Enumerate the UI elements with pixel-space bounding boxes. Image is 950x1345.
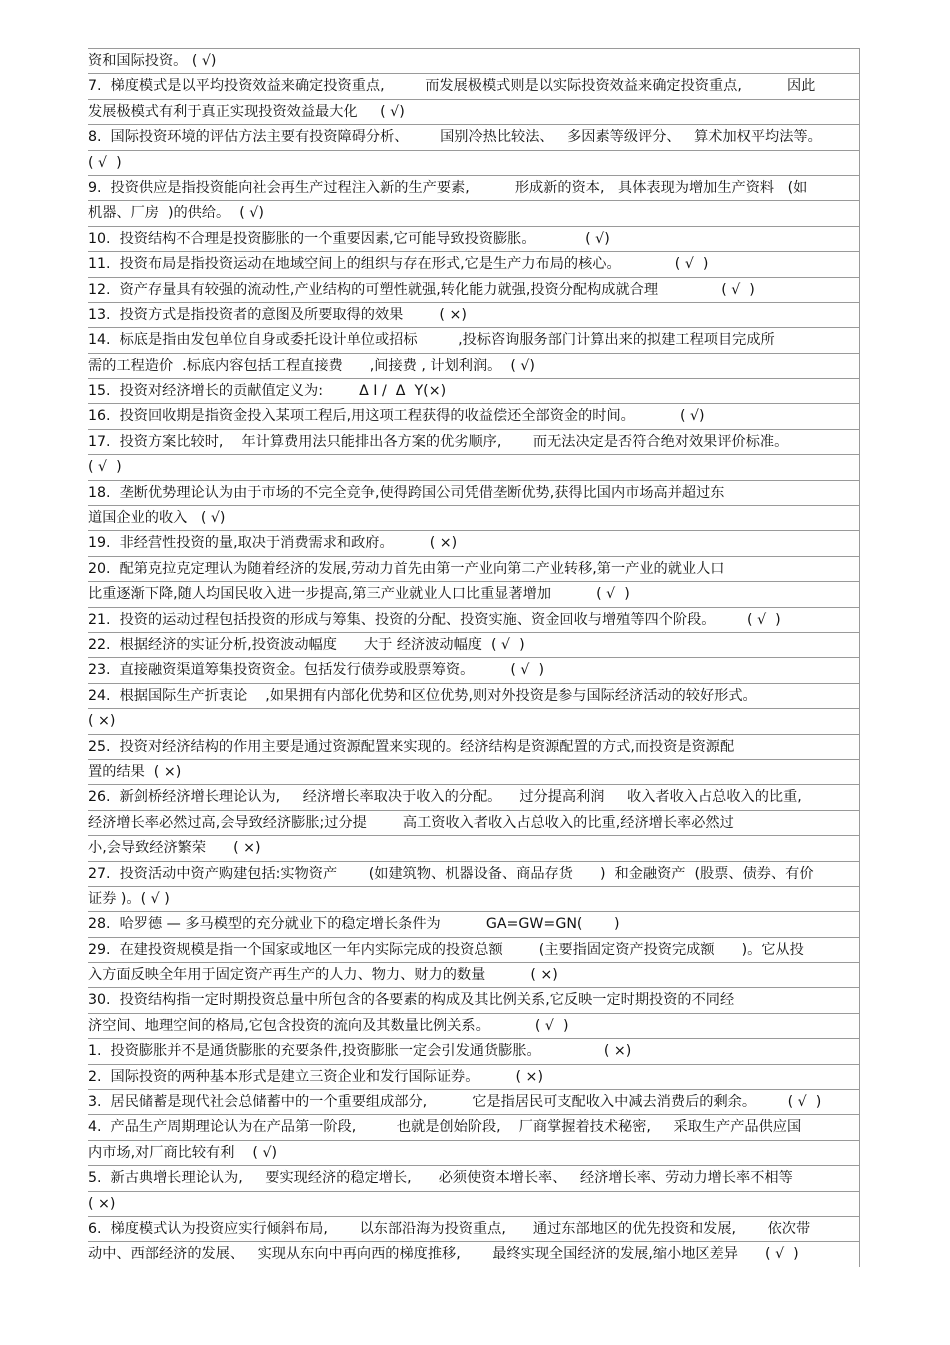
text-line: 需的工程造价 .标底内容包括工程直接费 ,间接费 , 计划利润。 ( √): [88, 353, 860, 378]
text-line: 20. 配第克拉克定理认为随着经济的发展,劳动力首先由第一产业向第二产业转移,第一产业的就业人口: [88, 556, 860, 581]
text-line: 28. 哈罗德 — 多马模型的充分就业下的稳定增长条件为 GA=GW=GN( ): [88, 911, 860, 936]
text-line: 9. 投资供应是指投资能向社会再生产过程注入新的生产要素, 形成新的资本, 具体表现为增加生产资料 (如: [88, 175, 860, 200]
text-line: 23. 直接融资渠道筹集投资资金。包括发行债券或股票筹资。 ( √ ): [88, 657, 860, 682]
text-line: 30. 投资结构指一定时期投资总量中所包含的各要素的构成及其比例关系,它反映一定时期投资的不同经: [88, 987, 860, 1012]
text-line: 6. 梯度模式认为投资应实行倾斜布局, 以东部沿海为投资重点, 通过东部地区的优先投资和发展, 依次带: [88, 1216, 860, 1241]
text-line: 19. 非经营性投资的量,取决于消费需求和政府。 ( ×): [88, 530, 860, 555]
text-line: 13. 投资方式是指投资者的意图及所要取得的效果 ( ×): [88, 302, 860, 327]
text-line: 17. 投资方案比较时, 年计算费用法只能排出各方案的优劣顺序, 而无法决定是否符合绝对效果评价标准。: [88, 429, 860, 454]
text-line: 1. 投资膨胀并不是通货膨胀的充要条件,投资膨胀一定会引发通货膨胀。 ( ×): [88, 1038, 860, 1063]
text-line: 10. 投资结构不合理是投资膨胀的一个重要因素,它可能导致投资膨胀。 ( √): [88, 226, 860, 251]
text-line: 16. 投资回收期是指资金投入某项工程后,用这项工程获得的收益偿还全部资金的时间。 ( √): [88, 403, 860, 428]
text-line: 2. 国际投资的两种基本形式是建立三资企业和发行国际证券。 ( ×): [88, 1064, 860, 1089]
text-line: 发展极模式有利于真正实现投资效益最大化 ( √): [88, 99, 860, 124]
text-line: 24. 根据国际生产折衷论 ,如果拥有内部化优势和区位优势,则对外投资是参与国际经济活动的较好形式。: [88, 683, 860, 708]
text-line: 4. 产品生产周期理论认为在产品第一阶段, 也就是创始阶段, 厂商掌握着技术秘密, 采取生产产品供应国: [88, 1114, 860, 1139]
text-line: ( √ ): [88, 150, 860, 175]
text-line: 26. 新剑桥经济增长理论认为, 经济增长率取决于收入的分配。 过分提高利润 收入者收入占总收入的比重,: [88, 784, 860, 809]
text-line: 动中、西部经济的发展、 实现从东向中再向西的梯度推移, 最终实现全国经济的发展,缩小地区差异 ( √ ): [88, 1241, 860, 1266]
text-line: 25. 投资对经济结构的作用主要是通过资源配置来实现的。经济结构是资源配置的方式,而投资是资源配: [88, 734, 860, 759]
text-line: 资和国际投资。 ( √): [88, 48, 860, 73]
text-line: 5. 新古典增长理论认为, 要实现经济的稳定增长, 必须使资本增长率、 经济增长率、劳动力增长率不相等: [88, 1165, 860, 1190]
text-line: 22. 根据经济的实证分析,投资波动幅度 大于 经济波动幅度 ( √ ): [88, 632, 860, 657]
text-line: 3. 居民储蓄是现代社会总储蓄中的一个重要组成部分, 它是指居民可支配收入中减去消费后的剩余。 ( √ ): [88, 1089, 860, 1114]
text-line: 证券 )。( √ ): [88, 886, 860, 911]
document-page: [88, 48, 860, 1267]
text-line: ( ×): [88, 1191, 860, 1216]
text-line: 比重逐渐下降,随人均国民收入进一步提高,第三产业就业人口比重显著增加 ( √ ): [88, 581, 860, 606]
text-line: 机器、厂房 )的供给。 ( √): [88, 200, 860, 225]
text-line: 15. 投资对经济增长的贡献值定义为: Δ I / Δ Y(×): [88, 378, 860, 403]
text-line: 8. 国际投资环境的评估方法主要有投资障碍分析、 国别冷热比较法、 多因素等级评分、 算术加权平均法等。: [88, 124, 860, 149]
text-line: 入方面反映全年用于固定资产再生产的人力、物力、财力的数量 ( ×): [88, 962, 860, 987]
text-line: 14. 标底是指由发包单位自身或委托设计单位或招标 ,投标咨询服务部门计算出来的拟建工程项目完成所: [88, 327, 860, 352]
text-line: 小,会导致经济繁荣 ( ×): [88, 835, 860, 860]
text-line: 27. 投资活动中资产购建包括:实物资产 (如建筑物、机器设备、商品存货 ) 和金融资产 (股票、债券、有价: [88, 861, 860, 886]
text-line: 29. 在建投资规模是指一个国家或地区一年内实际完成的投资总额 (主要指固定资产投资完成额 )。它从投: [88, 937, 860, 962]
text-line: ( √ ): [88, 454, 860, 479]
text-line: 18. 垄断优势理论认为由于市场的不完全竞争,使得跨国公司凭借垄断优势,获得比国内市场高并超过东: [88, 480, 860, 505]
text-line: 经济增长率必然过高,会导致经济膨胀;过分提 高工资收入者收入占总收入的比重,经济增长率必然过: [88, 810, 860, 835]
text-line: 济空间、地理空间的格局,它包含投资的流向及其数量比例关系。 ( √ ): [88, 1013, 860, 1038]
text-line: 内市场,对厂商比较有利 ( √): [88, 1140, 860, 1165]
text-line: ( ×): [88, 708, 860, 733]
text-line: 道国企业的收入 ( √): [88, 505, 860, 530]
text-line: 11. 投资布局是指投资运动在地域空间上的组织与存在形式,它是生产力布局的核心。 ( √ ): [88, 251, 860, 276]
text-line: 21. 投资的运动过程包括投资的形成与筹集、投资的分配、投资实施、资金回收与增殖等四个阶段。 ( √ ): [88, 607, 860, 632]
text-line: 12. 资产存量具有较强的流动性,产业结构的可塑性就强,转化能力就强,投资分配构成就合理 ( √ ): [88, 277, 860, 302]
text-line: 置的结果 ( ×): [88, 759, 860, 784]
text-line: 7. 梯度模式是以平均投资效益来确定投资重点, 而发展极模式则是以实际投资效益来确定投资重点, 因此: [88, 73, 860, 98]
